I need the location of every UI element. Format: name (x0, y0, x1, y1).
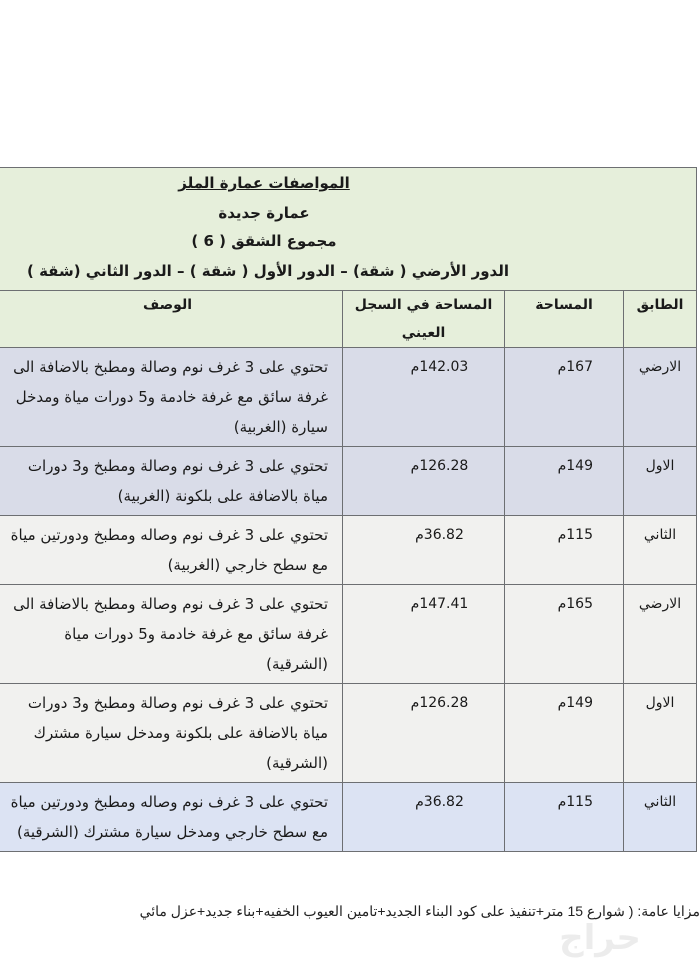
cell-floor: الاول (624, 684, 697, 783)
cell-registered-area: 36.82م (343, 783, 505, 852)
cell-description: تحتوي على 3 غرف نوم وصالة ومطبخ و3 دورات مياة بالاضافة على بلكونة ومدخل سيارة مشترك (الشرقية) (0, 684, 343, 783)
cell-floor: الثاني (624, 783, 697, 852)
cell-floor: الارضي (624, 585, 697, 684)
header-registered-area: المساحة في السجل العيني (343, 291, 505, 348)
cell-floor: الاول (624, 447, 697, 516)
cell-description: تحتوي على 3 غرف نوم وصاله ومطبخ ودورتين مياة مع سطح خارجي ومدخل سيارة مشترك (الشرقية) (0, 783, 343, 852)
header-description: الوصف (0, 291, 343, 348)
cell-area: 115م (505, 783, 624, 852)
watermark-logo: حراج (559, 918, 641, 958)
cell-registered-area: 126.28م (343, 684, 505, 783)
cell-area: 115م (505, 516, 624, 585)
header-floor: الطابق (624, 291, 697, 348)
specifications-sheet (0, 167, 697, 852)
document-heading: المواصفات عمارة الملز (178, 174, 350, 192)
cell-description: تحتوي على 3 غرف نوم وصاله ومطبخ ودورتين مياة مع سطح خارجي (الغربية) (0, 516, 343, 585)
cell-floor: الثاني (624, 516, 697, 585)
cell-floor: الارضي (624, 348, 697, 447)
general-features-text: مزايا عامة: ( شوارع 15 متر+تنفيذ على كود البناء الجديد+تامين العيوب الخفيه+بناء جديد+عزل مائي (139, 903, 700, 919)
cell-registered-area: 147.41م (343, 585, 505, 684)
table-row (0, 585, 697, 684)
cell-registered-area: 36.82م (343, 516, 505, 585)
floors-summary: الدور الأرضي ( شقة) – الدور الأول ( شقة ) – الدور الثاني (شقة ) (27, 262, 509, 280)
header-area: المساحة (505, 291, 624, 348)
cell-area: 165م (505, 585, 624, 684)
cell-registered-area: 142.03م (343, 348, 505, 447)
cell-description: تحتوي على 3 غرف نوم وصالة ومطبخ بالاضافة الى غرفة سائق مع غرفة خادمة و5 دورات مياة ومدخل سيارة (الغربية) (0, 348, 343, 447)
table-row (0, 516, 697, 585)
units-total: مجموع الشقق ( 6 ) (191, 232, 337, 250)
cell-description: تحتوي على 3 غرف نوم وصالة ومطبخ و3 دورات مياة بالاضافة على بلكونة (الغربية) (0, 447, 343, 516)
table-row (0, 348, 697, 447)
table-row (0, 684, 697, 783)
table-header-row (0, 291, 697, 348)
title-block (0, 167, 697, 290)
table-row (0, 447, 697, 516)
building-status: عمارة جديدة (218, 204, 310, 222)
table-row (0, 783, 697, 852)
cell-area: 149م (505, 447, 624, 516)
cell-description: تحتوي على 3 غرف نوم وصالة ومطبخ بالاضافة الى غرفة سائق مع غرفة خادمة و5 دورات مياة (الشرقية) (0, 585, 343, 684)
cell-area: 167م (505, 348, 624, 447)
specifications-table (0, 290, 697, 852)
cell-area: 149م (505, 684, 624, 783)
cell-registered-area: 126.28م (343, 447, 505, 516)
